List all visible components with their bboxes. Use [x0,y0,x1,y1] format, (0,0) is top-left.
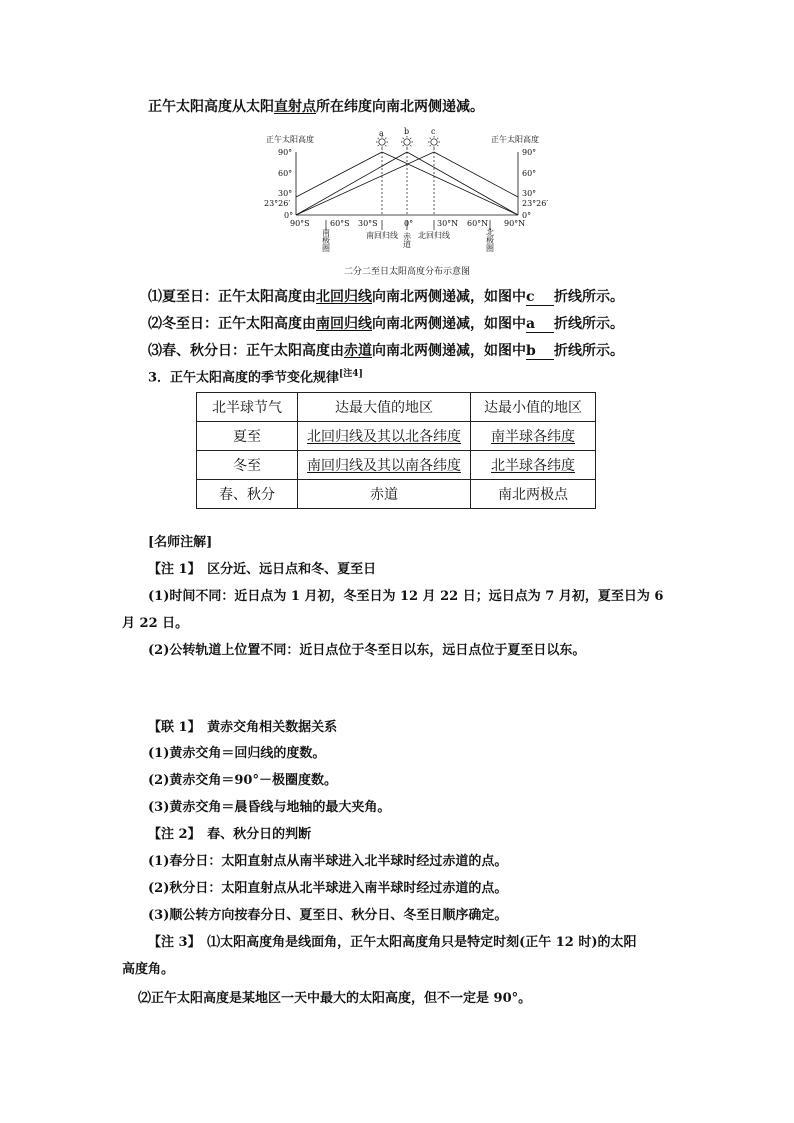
item-answer: b [526,343,554,360]
note3-item1-cont: 高度角。 [122,962,175,977]
sun-icon-b [401,136,413,148]
table-row [197,480,596,509]
table-header: 达最小值的地区 [471,393,596,422]
right-tick-0: 0° [522,211,532,220]
diagram-caption: 二分二至日太阳高度分布示意图 [343,267,471,277]
table-header: 达最大值的地区 [298,393,471,422]
note1-item1-cont: 月 22 日。 [122,616,189,631]
lat-60s: 60°S [330,219,350,228]
note2-item2: (2)秋分日：太阳直射点从北半球进入南半球时经过赤道的点。 [148,881,508,896]
line-b-right [407,152,518,215]
note2-item3: (3)顺公转方向按春分日、夏至日、秋分日、冬至日顺序确定。 [148,908,508,923]
label-tropic-cancer: 北回归线 [418,231,450,240]
item-winter-solstice [148,313,624,333]
link1-item2: (2)黄赤交角＝90°－极圈度数。 [148,773,337,788]
item-text: 折线所示。 [554,289,624,305]
sun-label-b: b [404,127,410,136]
note2-item1: (1)春分日：太阳直射点从南半球进入北半球时经过赤道的点。 [148,854,508,869]
lat-90s: 90°S [290,219,310,228]
link1-item1: (1)黄赤交角＝回归线的度数。 [148,746,326,761]
left-tick-90: 90° [278,148,293,157]
left-tick-2326: 23°26′ [264,199,291,208]
intro-text-post: 所在纬度向南北两侧递减。 [316,99,484,115]
right-tick-30: 30° [522,189,537,198]
left-tick-30: 30° [278,189,293,198]
note-ref: [注4] [339,369,363,379]
item-text: 折线所示。 [554,343,624,359]
intro-text-pre: 正午太阳高度从太阳 [148,99,274,115]
section-3-text: 3．正午太阳高度的季节变化规律 [148,370,340,386]
notes-header: [名师注解] [148,535,213,550]
label-arctic-circle: 北极圈 [485,228,495,252]
table-row [197,422,596,451]
note1-title: 【注 1】 区分近、远日点和冬、夏至日 [148,562,377,577]
line-a-right [382,152,518,215]
label-antarctic-circle: 南极圈 [321,228,331,252]
left-tick-60: 60° [278,169,293,178]
item-underlined: 赤道 [344,343,372,359]
item-answer: a [526,316,554,333]
suns [376,127,440,148]
table-header: 北半球节气 [197,393,298,422]
right-tick-60: 60° [522,169,537,178]
intro-underlined: 直射点 [274,99,316,115]
link1-item3: (3)黄赤交角＝晨昏线与地轴的最大夹角。 [148,800,391,815]
table-row [197,451,596,480]
item-underlined: 南回归线 [316,316,372,332]
lat-60n: 60°N [467,219,489,228]
lat-90n: 90°N [504,219,526,228]
right-ticks [522,148,548,220]
table-cell: 北回归线及其以北各纬度 [298,422,471,451]
item-text: 折线所示。 [554,316,624,332]
table-cell: 南半球各纬度 [471,422,596,451]
note1-item1: (1)时间不同：近日点为 1 月初，冬至日为 12 月 22 日；远日点为 7 月初，夏至日为 6 [148,589,664,604]
circle-labels [322,227,495,253]
table-cell: 春、秋分 [197,480,298,509]
note3-item1: 【注 3】 ⑴太阳高度角是线面角，正午太阳高度角只是特定时刻(正午 12 时)的太阳 [148,935,637,950]
line-b-left [296,152,407,215]
right-tick-90: 90° [522,148,537,157]
item-summer-solstice [148,286,624,306]
link1-title: 【联 1】 黄赤交角相关数据关系 [148,720,338,735]
item-text: 向南北两侧递减，如图中 [372,289,526,305]
note1-item2: (2)公转轨道上位置不同：近日点位于冬至日以东，远日点位于夏至日以东。 [148,643,586,658]
table-cell: 南北两极点 [471,480,596,509]
left-tick-0: 0° [284,211,294,220]
note3-item2: ⑵正午太阳高度是某地区一天中最大的太阳高度，但不一定是 90°。 [138,991,532,1006]
right-tick-2326: 23°26′ [522,199,549,208]
sun-label-c: c [431,127,436,136]
item-equinox [148,340,624,360]
table-cell: 南回归线及其以南各纬度 [298,451,471,480]
table-cell: 赤道 [298,480,471,509]
sun-label-a: a [379,129,384,138]
label-equator: 赤道 [402,232,412,248]
item-text: 向南北两侧递减，如图中 [372,343,526,359]
item-text: ⑴夏至日：正午太阳高度由 [148,289,316,305]
item-text: ⑵冬至日：正午太阳高度由 [148,316,316,332]
lat-30n: 30°N [437,219,459,228]
item-underlined: 北回归线 [316,289,372,305]
label-tropic-capricorn: 南回归线 [366,231,398,240]
table-header-row [197,393,596,422]
section-3-title [148,366,363,385]
item-text: ⑶春、秋分日：正午太阳高度由 [148,343,344,359]
season-table [196,392,596,509]
left-axis-title: 正午太阳高度 [266,135,314,144]
item-answer: c [526,289,554,306]
intro-line [148,96,484,116]
item-text: 向南北两侧递减，如图中 [372,316,526,332]
lat-0: 0° [404,219,414,228]
left-ticks [264,148,293,220]
table-cell: 夏至 [197,422,298,451]
note2-title: 【注 2】 春、秋分日的判断 [148,827,312,842]
table-cell: 冬至 [197,451,298,480]
noon-sun-altitude-diagram [262,122,562,277]
line-c-left [296,152,434,215]
right-axis-title: 正午太阳高度 [491,135,539,144]
lat-30s: 30°S [358,219,378,228]
table-cell: 北半球各纬度 [471,451,596,480]
sun-icon-c [428,136,440,148]
